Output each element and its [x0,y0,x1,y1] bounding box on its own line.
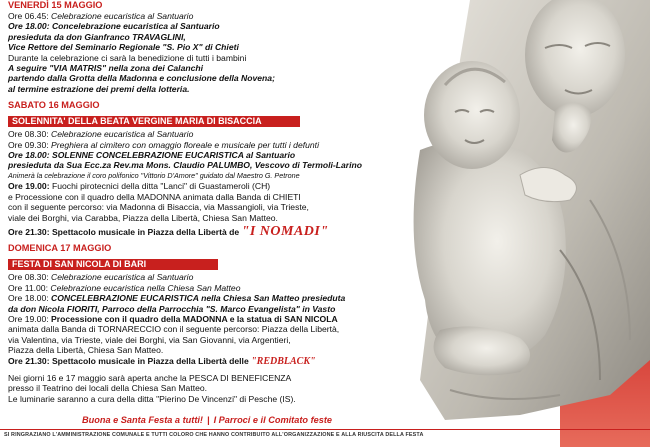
note-line: Le luminarie saranno a cura della ditta "Pierino De Vincenzi" di Pesche (IS). [8,393,296,404]
friday-schedule [8,11,428,94]
concert-line: Ore 21.30: Spettacolo musicale in Piazza della Libertà de "I NOMADI" [8,223,329,239]
schedule-line: Vice Rettore del Seminario Regionale "S. Pio X" di Chieti [8,42,239,53]
schedule-line: via Valentina, via Trieste, viale dei Borghi, via San Giovanni, via Argentieri, [8,334,291,345]
program-column [8,0,428,404]
footer-divider [0,429,650,430]
schedule-line: al termine estrazione dei premi della lotteria. [8,83,190,94]
sunday-heading: DOMENICA 17 MAGGIO [8,243,112,254]
schedule-line: presieduta da don Gianfranco TRAVAGLINI, [8,31,186,42]
sunday-banner: FESTA DI SAN NICOLA DI BARI [8,259,218,270]
schedule-line: partendo dalla Grotta della Madonna e conclusione della Novena; [8,73,275,84]
schedule-line: da don Nicola FIORITI, Parroco della Parrocchia "S. Marco Evangelista" in Vasto [8,303,336,314]
friday-heading: VENERDÌ 15 MAGGIO [8,0,103,10]
schedule-line: Ore 11.00: Celebrazione eucaristica nella Chiesa San Matteo [8,282,241,293]
saturday-banner: SOLENNITA' DELLA BEATA VERGINE MARIA DI BISACCIA [8,116,300,127]
schedule-line: Ore 18.00: Concelebrazione eucaristica al Santuario [8,21,220,32]
saturday-heading: SABATO 16 MAGGIO [8,100,100,111]
separator: | [207,415,210,425]
schedule-line: Durante la celebrazione ci sarà la benedizione di tutti i bambini [8,52,247,63]
sunday-schedule [8,272,428,367]
schedule-line: con il seguente percorso: via Madonna di Bisaccia, via Massangioli, via Trieste, [8,202,309,213]
schedule-line: Ore 18.00: CONCELEBRAZIONE EUCARISTICA nella Chiesa San Matteo presieduta [8,293,346,304]
schedule-line: presieduta da Sua Ecc.za Rev.ma Mons. Claudio PALUMBO, Vescovo di Termoli-Larino [8,160,363,171]
greeting: Buona e Santa Festa a tutti! [82,415,203,425]
schedule-line: Ore 08.30: Celebrazione eucaristica al Santuario [8,272,194,283]
schedule-line: viale dei Borghi, via Carabba, Piazza della Libertà, Chiesa San Matteo. [8,212,278,223]
schedule-line: Ore 18.00: SOLENNE CONCELEBRAZIONE EUCARISTICA al Santuario [8,150,296,161]
signature: I Parroci e il Comitato feste [213,415,333,425]
footer-thanks: SI RINGRAZIANO L'AMMINISTRAZIONE COMUNALE E TUTTI COLORO CHE HANNO CONTRIBUITO ALL'ORGANIZZAZIONE E ALLA RIUSCITA DELLA FESTA [4,432,424,438]
schedule-line: Piazza della Libertà, Chiesa San Matteo. [8,345,164,356]
schedule-line: Animerà la celebrazione il coro polifonico "Vittorio D'Amore" guidato dal Maestro G. Petrone [8,170,300,180]
schedule-line: animata dalla Banda di TORNARECCIO con il seguente percorso: Piazza della Libertà, [8,324,340,335]
schedule-line: Ore 08.30: Celebrazione eucaristica al Santuario [8,129,194,140]
note-line: presso il Teatrino dei locali della Chiesa San Matteo. [8,383,208,394]
schedule-line: A seguire "VIA MATRIS" nella zona dei Calanchi [8,63,204,74]
schedule-line: Ore 19.00: Fuochi pirotecnici della ditta "Lanci" di Guastameroli (CH) [8,181,271,192]
schedule-line: Ore 19.00: Processione con il quadro della MADONNA e la statua di SAN NICOLA [8,313,338,324]
schedule-line: Ore 06.45: Celebrazione eucaristica al Santuario [8,11,194,21]
closing-signature [82,415,332,425]
concert-line: Ore 21.30: Spettacolo musicale in Piazza della Libertà delle "REDBLACK" [8,355,316,367]
additional-notes [8,373,428,404]
band-name: "REDBLACK" [251,355,316,367]
schedule-line: Ore 09.30: Preghiera al cimitero con omaggio floreale e musicale per tutti i defunti [8,139,319,150]
band-name: "I NOMADI" [241,223,329,239]
schedule-line: e Processione con il quadro della MADONNA animata dalla Banda di CHIETI [8,191,301,202]
saturday-schedule [8,129,428,237]
note-line: Nei giorni 16 e 17 maggio sarà aperta anche la PESCA DI BENEFICENZA [8,372,292,383]
